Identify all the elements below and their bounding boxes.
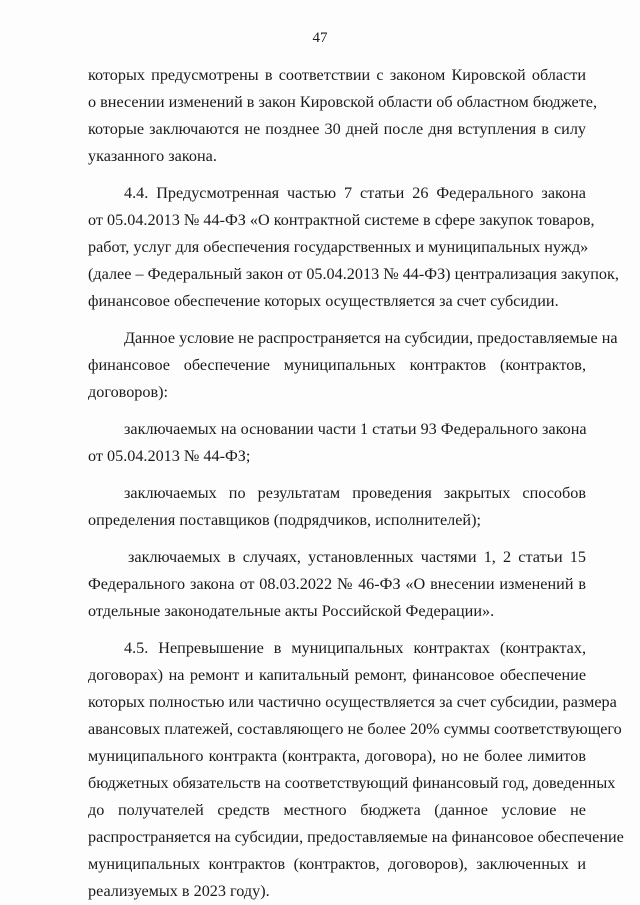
text-line: заключаемых на основании части 1 статьи 93 Федерального закона	[124, 420, 587, 438]
text-line: Федерального закона от 08.03.2022 № 46-ФЗ «О внесении изменений в	[88, 575, 586, 593]
text-line: заключаемых в случаях, установленных частями 1, 2 статьи 15	[128, 548, 586, 566]
paragraph-4-5	[88, 635, 624, 905]
text-line: муниципальных контрактов (контрактов, договоров), заключенных и	[88, 855, 586, 873]
text-line: муниципального контракта (контракта, договора), но не более лимитов	[88, 747, 586, 765]
text-line: финансовое обеспечение которых осуществляется за счет субсидии.	[88, 292, 559, 310]
text-line: от 05.04.2013 № 44-ФЗ «О контрактной системе в сфере закупок товаров,	[88, 211, 595, 229]
text-line: бюджетных обязательств на соответствующий финансовый год, доведенных	[88, 774, 616, 792]
paragraph-continuation	[88, 62, 598, 170]
text-line: указанного закона.	[88, 147, 217, 165]
text-line: которые заключаются не позднее 30 дней после дня вступления в силу	[88, 120, 586, 138]
page-number: 47	[312, 30, 328, 46]
paragraph-item-1	[88, 416, 586, 470]
text-line: 4.4. Предусмотренная частью 7 статьи 26 Федерального закона	[124, 184, 586, 202]
text-line: работ, услуг для обеспечения государственных и муниципальных нужд»	[88, 238, 589, 256]
text-line: заключаемых по результатам проведения закрытых способов	[124, 484, 586, 502]
text-line: реализуемых в 2023 году).	[88, 882, 270, 900]
text-line: Данное условие не распространяется на субсидии, предоставляемые на	[124, 329, 618, 347]
text-line: договоров):	[88, 383, 169, 401]
text-line: отдельные законодательные акты Российской Федерации».	[88, 602, 495, 620]
paragraph-condition	[88, 325, 618, 406]
text-line: о внесении изменений в закон Кировской области об областном бюджете,	[88, 93, 598, 111]
text-line: авансовых платежей, составляющего не более 20% суммы соответствующего	[88, 720, 622, 738]
text-line: которых предусмотрены в соответствии с законом Кировской области	[88, 66, 586, 84]
text-line: определения поставщиков (подрядчиков, исполнителей);	[88, 511, 481, 529]
text-line: финансовое обеспечение муниципальных контрактов (контрактов,	[88, 356, 586, 374]
text-line: которых полностью или частично осуществляется за счет субсидии, размера	[88, 693, 617, 711]
paragraph-item-3	[88, 544, 586, 625]
text-line: 4.5. Непревышение в муниципальных контрактах (контрактах,	[124, 639, 586, 657]
document-body	[88, 62, 624, 905]
paragraph-item-2	[88, 480, 586, 534]
paragraph-4-4	[88, 180, 619, 315]
text-line: (далее – Федеральный закон от 05.04.2013 № 44-ФЗ) централизация закупок,	[88, 265, 619, 283]
text-line: до получателей средств местного бюджета (данное условие не	[88, 801, 586, 819]
text-line: распространяется на субсидии, предоставляемые на финансовое обеспечение	[88, 828, 624, 846]
text-line: договорах) на ремонт и капитальный ремонт, финансовое обеспечение	[88, 666, 586, 684]
text-line: от 05.04.2013 № 44-ФЗ;	[88, 447, 251, 465]
